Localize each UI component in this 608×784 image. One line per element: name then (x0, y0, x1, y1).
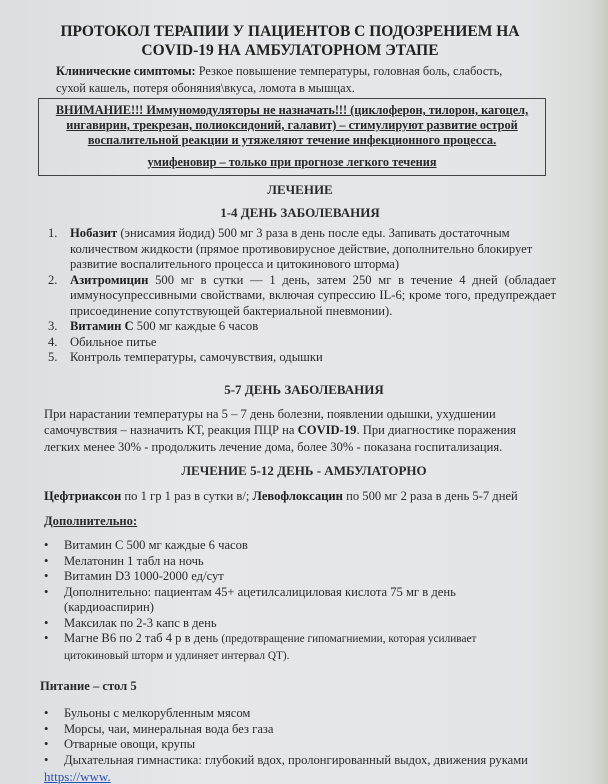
list-item: • Мелатонин 1 табл на ночь (42, 554, 512, 570)
list-item (48, 350, 556, 366)
drug-name: Нобазит (70, 226, 118, 240)
symptoms-text: Резкое повышение температуры, головная боль, слабость, сухой кашель, потеря обоняния\вкуса, ломота в мышцах. (56, 64, 503, 95)
days-5-7-text (44, 406, 544, 456)
item-number: 2. (48, 272, 58, 287)
days-1-4-heading: 1-4 ДЕНЬ ЗАБОЛЕВАНИЯ (220, 205, 380, 220)
item-number: 5. (48, 350, 58, 364)
item-text: Контроль температуры, самочувствия, одышки (70, 350, 323, 364)
list-item (48, 226, 556, 273)
reference-link[interactable]: https://www. (44, 769, 111, 784)
warning-note: умифеновир – только при прогнозе легкого течения (147, 155, 437, 169)
list-item (48, 319, 556, 335)
days-1-4-list (48, 226, 556, 366)
text-part: . При диагностике поражения легких менее 30% - продолжить лечение дома, более 30% - показана госпитализация. (44, 423, 516, 454)
drug-name: Цефтриаксон (44, 489, 122, 503)
item-number: 3. (48, 319, 58, 333)
list-item (48, 273, 556, 320)
item-number: 4. (48, 334, 58, 349)
item-number: 1. (48, 226, 58, 240)
list-item: • Максилак по 2-3 капс в день (42, 616, 512, 632)
list-item: • Морсы, чаи, минеральная вода без газа (42, 722, 602, 738)
magne-text: Магне В6 по 2 таб 4 р в день (64, 631, 222, 645)
list-item: • Бульоны с мелкорубленным мясом (42, 706, 602, 722)
symptoms-label: Клинические симптомы: (56, 64, 196, 78)
covid-bold: COVID-19 (297, 423, 357, 437)
item-text: Обильное питье (70, 334, 157, 349)
nutrition-list (42, 706, 602, 768)
list-item (48, 335, 556, 351)
text-part: по 500 мг 2 раза в день 5-7 дней (342, 489, 518, 503)
warning-box (38, 98, 546, 176)
additional-list (42, 538, 512, 664)
list-item: • Витамин D3 1000-2000 ед/сут (42, 569, 512, 585)
additional-heading: Дополнительно: (44, 514, 138, 528)
document-title: ПРОТОКОЛ ТЕРАПИИ У ПАЦИЕНТОВ С ПОДОЗРЕНИЕМ НА COVID-19 НА АМБУЛАТОРНОМ ЭТАПЕ (60, 23, 520, 59)
item-text: 500 мг в сутки — 1 день, затем 250 мг в течение 4 дней (обладает иммуносупрессивными свойствами, включая супрессию IL-6; кроме того, предупреждает присоединение сопутствующей бактериальной пневмонии). (70, 272, 556, 318)
list-item: • Дыхательная гимнастика: глубокий вдох, пролонгированный выдох, движения руками (42, 753, 602, 769)
warning-text: ВНИМАНИЕ!!! Иммуномодуляторы не назначать!!! (циклоферон, тилорон, кагоцел, ингавирин, трекрезан, полиоксидоний, галавит) – стимулируют развитие острой воспалительной реакции и утяжеляют течение инфекционного процесса. (55, 103, 529, 147)
nutrition-heading: Питание – стол 5 (40, 679, 137, 693)
clinical-symptoms (56, 63, 526, 97)
antibiotics-line (44, 488, 604, 504)
list-item: • Отварные овощи, крупы (42, 737, 602, 753)
drug-name: Витамин С (70, 319, 134, 333)
list-item (42, 631, 512, 664)
text-part: по 1 гр 1 раз в сутки в/; (121, 489, 253, 503)
list-item: • Витамин С 500 мг каждые 6 часов (42, 538, 512, 554)
drug-name: Азитромицин (70, 272, 149, 287)
magne-note: (предотвращение гипомагниемии, которая усиливает цитокиновый шторм и удлиняет интервал QT). (64, 633, 477, 662)
item-text: (энисамия йодид) 500 мг 3 раза в день после еды. Запивать достаточным количеством жидкости (прямое противовирусное действие, дополнительно блокирует развитие воспалительного процесса и цитокинового шторма) (70, 226, 533, 271)
text-part: При нарастании температуры на 5 – 7 день болезни, появлении одышки, ухудшении самочувствия – назначить КТ, реакция ПЦР на (44, 406, 496, 437)
item-text: 500 мг каждые 6 часов (133, 319, 259, 333)
days-5-7-heading: 5-7 ДЕНЬ ЗАБОЛЕВАНИЯ (224, 381, 384, 397)
list-item: • Дополнительно: пациентам 45+ ацетилсалициловая кислота 75 мг в день (кардиоаспирин) (42, 585, 512, 616)
drug-name: Левофлоксацин (252, 489, 343, 503)
treatment-heading: ЛЕЧЕНИЕ (267, 182, 333, 197)
treatment-5-12-heading: ЛЕЧЕНИЕ 5-12 ДЕНЬ - АМБУЛАТОРНО (181, 463, 427, 478)
